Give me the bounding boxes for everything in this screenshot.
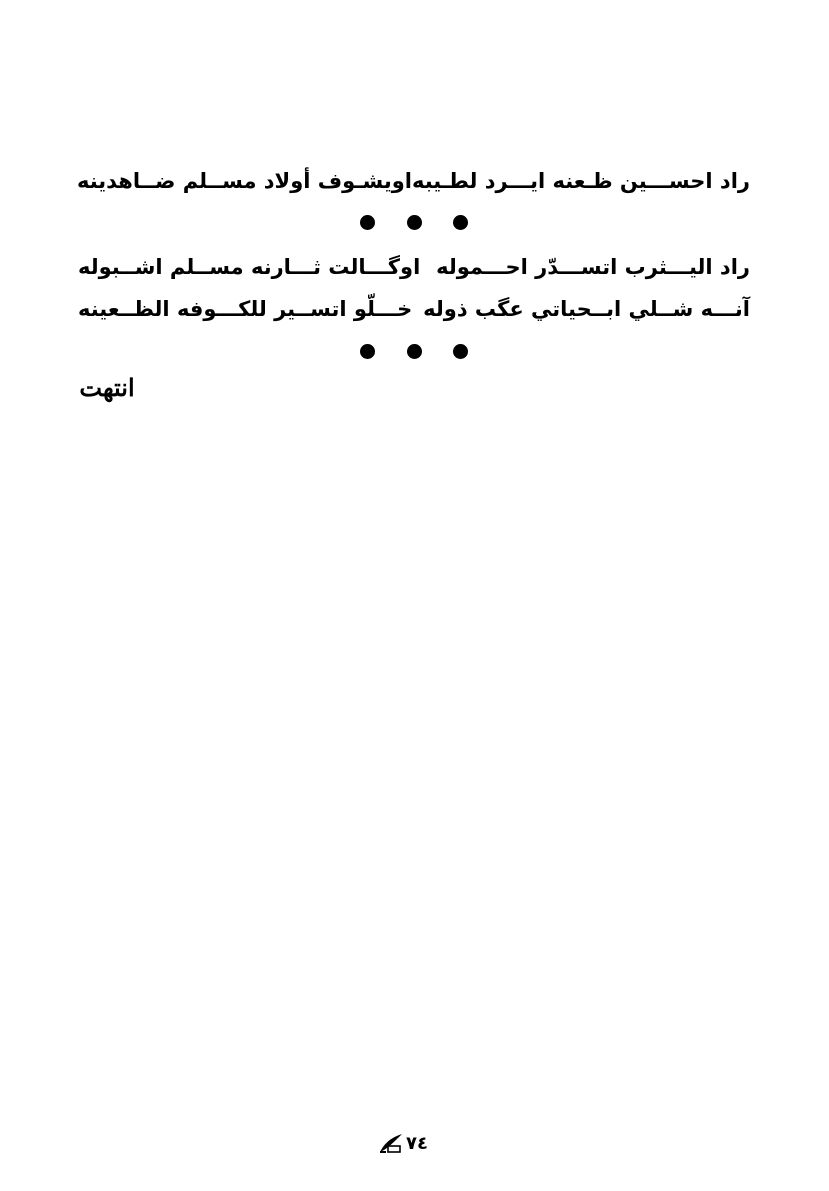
verse-3-first-hemistich: آنـــه شــلي ابــحياتي عگب ذوله [423, 297, 750, 321]
verse-3-second-hemistich: خـــلّو اتســير للكـــوفه الظــعينه [78, 297, 413, 321]
separator-dot [360, 215, 375, 230]
end-calligraphy-mark: انتهت [79, 373, 135, 402]
verse-3 [78, 291, 750, 327]
verse-2-first-hemistich: راد اليـــثرب اتســـدّر احـــموله [436, 255, 750, 279]
separator-dot [407, 215, 422, 230]
verse-1 [78, 163, 750, 199]
separator-dot [453, 215, 468, 230]
page-footer [378, 1128, 428, 1158]
separator-dot [407, 344, 422, 359]
verse-1-second-hemistich: اويشـوف أولاد مســلم ضــاهدينه [76, 169, 412, 193]
separator-dot [453, 344, 468, 359]
verse-1-first-hemistich: راد احســـين ظـعنه ايـــرد لطـيبه [412, 169, 750, 193]
separator-dot [360, 344, 375, 359]
verse-2-second-hemistich: اوگـــالت ثـــارنه مســلم اشــبوله [78, 255, 421, 279]
verse-2 [78, 249, 750, 285]
page-number: ٧٤ [406, 1132, 428, 1154]
verse-separator-1 [360, 212, 468, 232]
verse-separator-2 [360, 341, 468, 361]
quill-pen-icon [378, 1132, 404, 1154]
